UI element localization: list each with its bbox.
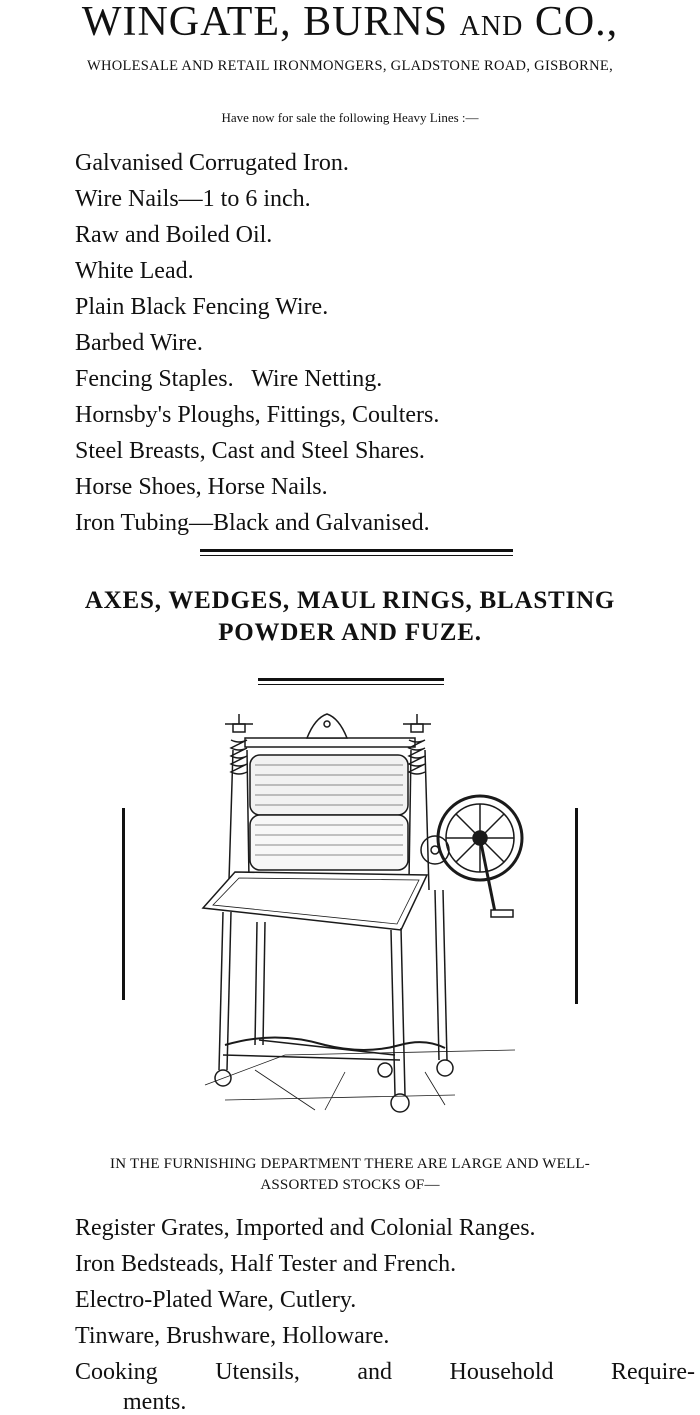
list-item: Fencing Staples. Wire Netting. (75, 366, 383, 392)
furnishing-intro-line1: IN THE FURNISHING DEPARTMENT THERE ARE LARGE AND WELL- (110, 1156, 590, 1172)
axes-heading-line2: POWDER AND FUZE. (218, 619, 482, 646)
firm-name-part1: WINGATE, BURNS (81, 0, 449, 45)
furnishing-list (75, 1210, 695, 1414)
heavy-lines-list (75, 145, 439, 541)
list-item: Plain Black Fencing Wire. (75, 294, 329, 320)
list-item-word: Cooking (75, 1359, 158, 1385)
decorative-bar-right (575, 808, 578, 1004)
list-item-continuation: ments. (123, 1389, 187, 1415)
list-item-word: Require- (611, 1359, 695, 1385)
axes-heading (0, 585, 700, 649)
mangle-machine-icon (195, 700, 525, 1120)
divider-rule (258, 678, 444, 684)
list-item-word: Household (449, 1359, 554, 1385)
decorative-bar-left (122, 808, 125, 1000)
list-item: Wire Nails—1 to 6 inch. (75, 186, 311, 212)
firm-name-part2: CO., (534, 0, 619, 45)
list-item: Iron Bedsteads, Half Tester and French. (75, 1251, 457, 1277)
list-item: Hornsby's Ploughs, Fittings, Coulters. (75, 402, 440, 428)
list-item: Steel Breasts, Cast and Steel Shares. (75, 438, 425, 464)
list-item: Horse Shoes, Horse Nails. (75, 474, 328, 500)
list-item: Raw and Boiled Oil. (75, 222, 273, 248)
list-item: Electro-Plated Ware, Cutlery. (75, 1287, 357, 1313)
list-item (75, 1354, 695, 1390)
firm-description: WHOLESALE AND RETAIL IRONMONGERS, GLADSTONE ROAD, GISBORNE, (86, 58, 614, 74)
furnishing-intro-line2: ASSORTED STOCKS OF— (260, 1177, 440, 1193)
list-item-word: and (357, 1359, 393, 1385)
list-item: Tinware, Brushware, Holloware. (75, 1323, 390, 1349)
list-item: Galvanised Corrugated Iron. (75, 150, 349, 176)
firm-name (0, 0, 700, 49)
list-item: Iron Tubing—Black and Galvanised. (75, 510, 430, 536)
divider-rule (200, 549, 513, 555)
list-item-word: Utensils, (215, 1359, 300, 1385)
axes-heading-line1: AXES, WEDGES, MAUL RINGS, BLASTING (84, 587, 616, 614)
list-item: Register Grates, Imported and Colonial Ranges. (75, 1215, 536, 1241)
heavy-lines-intro: Have now for sale the following Heavy Lines :— (221, 110, 479, 125)
firm-name-and: AND (459, 11, 524, 42)
furnishing-intro (0, 1154, 700, 1196)
list-item: White Lead. (75, 258, 194, 284)
list-item: Barbed Wire. (75, 330, 203, 356)
